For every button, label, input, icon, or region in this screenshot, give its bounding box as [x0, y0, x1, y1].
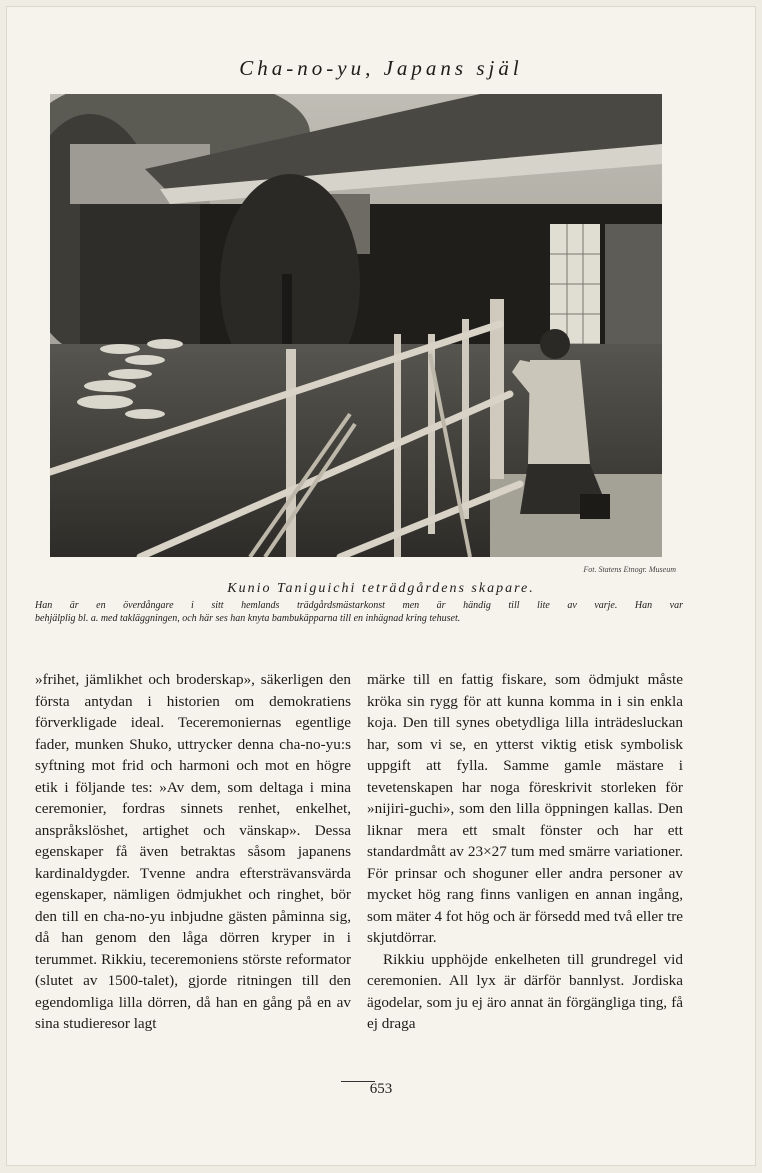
book-page	[6, 6, 756, 1166]
caption-line: Han är en överdångare i sitt hemlands trädgårdsmästarkonst men är händig till lite av varje. Han var	[35, 600, 683, 611]
caption-text	[35, 599, 683, 625]
body-paragraph: märke till en fattig fiskare, som ödmjukt måste kröka sin rygg för att kunna komma in i sin enkla koja. Den till synes obetydliga lilla inträdesluckan har, som vi se, en ytterst viktig etisk symbolisk uppgift att fylla. Samme gamle mästare i tevetenskapen har noga föreskrivit storleken för »nijiri-guchi», som den lilla öppningen kallas. Den liknar mera ett smalt fönster och har ett standardmått av 23×27 tum med smärre variationer. För prinsar och shoguner eller andra personer av mycket hög rang finns vanligen en annan ingång, som mäter 4 fot hög och är försedd med två eller tre skjutdörrar.	[367, 671, 683, 946]
caption-title: Kunio Taniguichi teträdgårdens skapare.	[227, 581, 535, 596]
photo-credit: Fot. Statens Etnogr. Museum	[583, 565, 676, 574]
text-column-left	[35, 669, 351, 1035]
photograph-tea-garden	[50, 94, 662, 557]
running-head: Cha-no-yu, Japans själ	[239, 56, 523, 80]
body-paragraph: Rikkiu upphöjde enkelheten till grundregel vid ceremonien. All lyx är därför bannlyst. Jordiska ägodelar, som ju ej äro annat än förgängliga ting, få ej draga	[367, 950, 683, 1032]
photo-illustration	[50, 94, 662, 557]
caption-line: behjälplig bl. a. med takläggningen, och här ses han knyta bambukäpparna till en inhägnad kring tehuset.	[35, 613, 461, 624]
body-paragraph: »frihet, jämlikhet och broderskap», säkerligen den första antydan i historien om demokratiens förverkligade ideal. Teceremoniernas egentlige fader, munken Shuko, uttrycker denna cha-no-yu:s syftning mot frid och harmoni och mot en högre etik i följande tes: »Av dem, som deltaga i mina ceremonier, fordras sinnets renhet, enkelhet, anspråkslöshet, artighet och vänskap». Dessa egenskaper få även betraktas såsom japanens kardinaldygder. Tvenne andra eftersträvansvärda egenskaper, nämligen ödmjukhet och ringhet, bör den till en cha-no-yu inbjudne gästen påminna sig, då han genom den låga dörren kryper in i terummet. Rikkiu, teceremoniens störste reformator (slutet av 1500-talet), gjorde ritningen till den egendomliga lilla dörren, då han en gång på en av sina studieresor lagt	[35, 671, 351, 1032]
text-column-right	[367, 669, 683, 1035]
page-number: 653	[369, 1081, 393, 1097]
